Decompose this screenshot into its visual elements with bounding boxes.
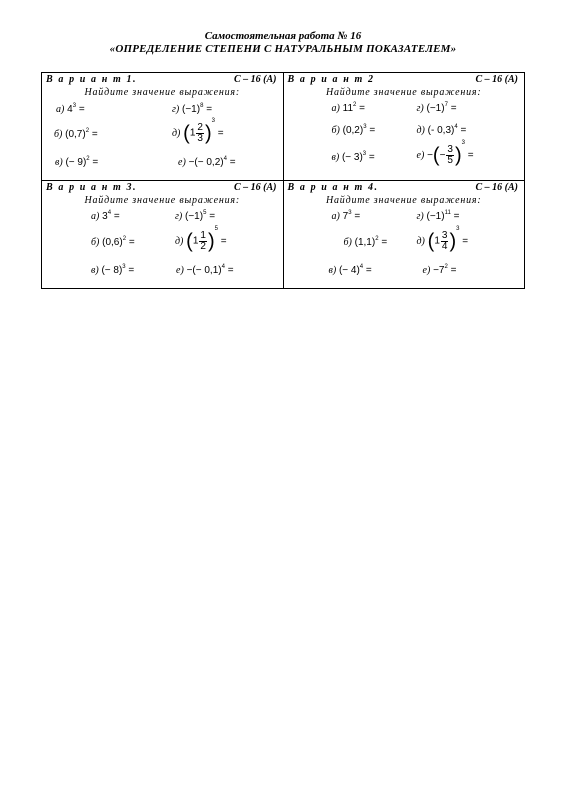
exercise-d: д) (1 $\frac{1}{2}$ )$^5$ = [175, 226, 227, 253]
exercise-v: в) (− 8)$^3$ = [91, 264, 135, 276]
exercise-a: а) $11^2$ = [331, 102, 365, 114]
instruction: Найдите значение выражения: [325, 87, 482, 98]
variant-3-cell [42, 181, 284, 289]
exercise-d: д) (- 0,3)$^4$ = [416, 124, 467, 136]
instruction: Найдите значение выражения: [84, 87, 241, 98]
variant-code: С – 16 (А) [475, 74, 518, 85]
exercise-d: д) (1 $\frac{2}{3}$ )$^3$ = [172, 118, 224, 145]
variant-label: В а р и а н т 2 [287, 74, 375, 85]
worksheet-topic: «ОПРЕДЕЛЕНИЕ СТЕПЕНИ С НАТУРАЛЬНЫМ ПОКАЗАТЕЛЕМ» [109, 43, 457, 55]
instruction: Найдите значение выражения: [325, 195, 482, 206]
exercise-g: г) $(-1)^{11}$ = [416, 210, 460, 222]
exercise-d: д) (1 $\frac{3}{4}$ )$^3$ = [416, 226, 469, 253]
variants-table [41, 72, 525, 289]
variant-code: С – 16 (А) [475, 182, 518, 193]
variant-label: В а р и а н т 1. [46, 74, 138, 85]
exercise-v: в) (− 9)$^2$ = [55, 156, 99, 168]
exercise-b: б) $(1,1)^2$ = [343, 236, 388, 248]
exercise-b: б) $(0,6)^2$ = [91, 236, 135, 248]
exercise-e: е) −(− 0,2)$^4$ = [178, 156, 236, 168]
instruction: Найдите значение выражения: [84, 195, 241, 206]
exercise-v: в) (− 3)$^3$ = [331, 151, 375, 163]
variant-code: С – 16 (А) [234, 74, 277, 85]
variant-1-cell [42, 73, 284, 181]
exercise-g: г) $(-1)^5$ = [175, 210, 216, 222]
variant-2-cell [283, 73, 525, 181]
exercise-a: а) $3^4$ = [91, 210, 120, 222]
exercise-a: а) $4^3$ = [56, 103, 85, 115]
variant-label: В а р и а н т 4. [287, 182, 379, 193]
exercise-g: г) $(-1)^8$ = [172, 103, 213, 115]
exercise-v: в) (− 4)$^4$ = [328, 264, 372, 276]
exercise-g: г) $(-1)^7$ = [416, 102, 457, 114]
exercise-b: б) $(0,7)^2$ = [54, 128, 98, 140]
worksheet-title: Самостоятельная работа № 16 [204, 30, 362, 42]
exercise-e: $е) -7^2$ = [422, 264, 457, 276]
exercise-e: е) −(− $\frac{3}{5}$ )$^3$ = [416, 140, 474, 167]
exercise-a: а) $7^3$ = [331, 210, 361, 222]
exercise-b: б) $(0,2)^3$ = [331, 124, 376, 136]
variant-4-cell [283, 181, 525, 289]
variant-code: С – 16 (А) [234, 182, 277, 193]
exercise-e: е) −(− 0,1)$^4$ = [176, 264, 234, 276]
variant-label: В а р и а н т 3. [46, 182, 138, 193]
